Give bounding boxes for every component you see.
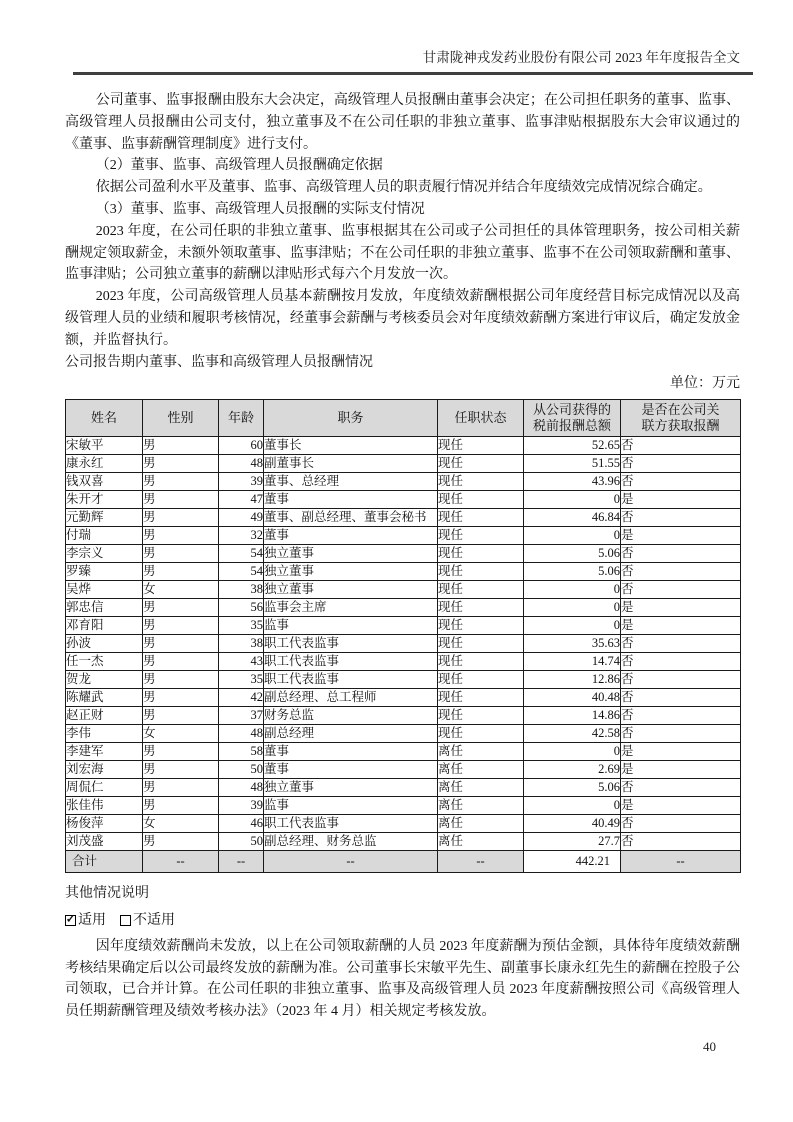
total-related-party: -- bbox=[621, 851, 741, 873]
table-cell: 46 bbox=[219, 815, 264, 833]
table-cell: 邓育阳 bbox=[66, 617, 143, 635]
paragraph-executives-payment: 2023 年度，公司高级管理人员基本薪酬按月发放，年度绩效薪酬根据公司年度经营目标完成情况以及高级管理人员的业绩和履职考核情况，经董事会薪酬与考核委员会对年度绩效薪酬方案进行审议后，确定发放金额，并监督执行。 bbox=[65, 289, 740, 348]
table-cell: 监事 bbox=[264, 797, 438, 815]
table-cell: 35 bbox=[219, 671, 264, 689]
table-cell: 男 bbox=[143, 545, 219, 563]
table-cell: 现任 bbox=[438, 563, 524, 581]
running-header: 甘肃陇神戎发药业股份有限公司 2023 年年度报告全文 bbox=[422, 50, 740, 65]
compensation-table bbox=[65, 399, 741, 873]
table-cell: 监事 bbox=[264, 617, 438, 635]
table-row bbox=[66, 725, 741, 743]
table-cell: 离任 bbox=[438, 761, 524, 779]
table-cell: 是 bbox=[621, 599, 741, 617]
table-body bbox=[66, 437, 741, 851]
table-cell: 离任 bbox=[438, 833, 524, 851]
table-cell: 男 bbox=[143, 761, 219, 779]
table-cell: 刘茂盛 bbox=[66, 833, 143, 851]
table-cell: 43 bbox=[219, 653, 264, 671]
applicable-checkbox-icon: ✓ bbox=[65, 913, 76, 926]
column-header-pretax-remuneration: 从公司获得的 税前报酬总额 bbox=[524, 400, 621, 437]
table-row bbox=[66, 779, 741, 797]
table-cell: 35 bbox=[219, 617, 264, 635]
table-cell: 周侃仁 bbox=[66, 779, 143, 797]
table-cell: 否 bbox=[621, 545, 741, 563]
table-cell: 男 bbox=[143, 707, 219, 725]
table-cell: 张佳伟 bbox=[66, 797, 143, 815]
table-cell: 52.65 bbox=[524, 437, 621, 455]
table-cell: 副总经理 bbox=[264, 725, 438, 743]
table-cell: 男 bbox=[143, 779, 219, 797]
not-applicable-label: 不适用 bbox=[133, 912, 175, 928]
table-cell: 董事、总经理 bbox=[264, 473, 438, 491]
table-cell: 男 bbox=[143, 473, 219, 491]
not-applicable-option bbox=[120, 910, 175, 932]
table-cell: 14.74 bbox=[524, 653, 621, 671]
table-cell: 现任 bbox=[438, 707, 524, 725]
table-cell: 50 bbox=[219, 833, 264, 851]
table-cell: 27.7 bbox=[524, 833, 621, 851]
table-cell: 46.84 bbox=[524, 509, 621, 527]
table-cell: 现任 bbox=[438, 635, 524, 653]
table-cell: 是 bbox=[621, 797, 741, 815]
table-cell: 康永红 bbox=[66, 455, 143, 473]
table-cell: 李伟 bbox=[66, 725, 143, 743]
table-cell: 否 bbox=[621, 689, 741, 707]
table-row bbox=[66, 437, 741, 455]
table-cell: 否 bbox=[621, 671, 741, 689]
table-cell: 董事长 bbox=[264, 437, 438, 455]
table-cell: 0 bbox=[524, 797, 621, 815]
table-cell: 财务总监 bbox=[264, 707, 438, 725]
table-row bbox=[66, 491, 741, 509]
table-cell: 职工代表监事 bbox=[264, 653, 438, 671]
table-cell: 男 bbox=[143, 509, 219, 527]
table-cell: 男 bbox=[143, 527, 219, 545]
table-cell: 男 bbox=[143, 563, 219, 581]
table-cell: 罗臻 bbox=[66, 563, 143, 581]
table-cell: 现任 bbox=[438, 671, 524, 689]
table-cell: 职工代表监事 bbox=[264, 815, 438, 833]
table-cell: 现任 bbox=[438, 725, 524, 743]
other-notes-paragraph: 因年度绩效薪酬尚未发放，以上在公司领取薪酬的人员 2023 年度薪酬为预估金额，具体待年度绩效薪酬考核结果确定后以公司最终发放的薪酬为准。公司董事长宋敏平先生、副董事长康永红先生的薪酬在控股子公司领取，已合并计算。在公司任职的非独立董事、监事及高级管理人员 2023 年度薪酬按照公司《高级管理人员任期薪酬管理及绩效考核办法》（2023 年 4 月）相关规定考核发放。 bbox=[65, 938, 740, 1020]
table-cell: 副董事长 bbox=[264, 455, 438, 473]
table-cell: 48 bbox=[219, 779, 264, 797]
table-cell: 否 bbox=[621, 509, 741, 527]
table-cell: 58 bbox=[219, 743, 264, 761]
table-cell: 现任 bbox=[438, 509, 524, 527]
table-cell: 51.55 bbox=[524, 455, 621, 473]
table-row bbox=[66, 527, 741, 545]
table-cell: 赵正财 bbox=[66, 707, 143, 725]
table-row bbox=[66, 761, 741, 779]
table-cell: 14.86 bbox=[524, 707, 621, 725]
table-cell: 是 bbox=[621, 617, 741, 635]
table-cell: 男 bbox=[143, 671, 219, 689]
table-cell: 48 bbox=[219, 725, 264, 743]
table-footer bbox=[66, 851, 741, 873]
table-cell: 男 bbox=[143, 689, 219, 707]
table-cell: 否 bbox=[621, 815, 741, 833]
unit-label: 单位：万元 bbox=[670, 376, 740, 392]
table-row bbox=[66, 617, 741, 635]
table-cell: 40.48 bbox=[524, 689, 621, 707]
table-cell: 董事 bbox=[264, 491, 438, 509]
table-cell: 男 bbox=[143, 635, 219, 653]
table-cell: 刘宏海 bbox=[66, 761, 143, 779]
column-header-gender: 性别 bbox=[143, 400, 219, 437]
table-cell: 否 bbox=[621, 455, 741, 473]
table-row bbox=[66, 599, 741, 617]
table-cell: 男 bbox=[143, 491, 219, 509]
table-cell: 是 bbox=[621, 527, 741, 545]
table-row bbox=[66, 671, 741, 689]
header-rule bbox=[73, 72, 753, 75]
total-gender: -- bbox=[143, 851, 219, 873]
table-cell: 54 bbox=[219, 545, 264, 563]
table-cell: 47 bbox=[219, 491, 264, 509]
table-cell: 离任 bbox=[438, 815, 524, 833]
table-cell: 男 bbox=[143, 437, 219, 455]
column-header-related-party: 是否在公司关 联方获取报酬 bbox=[621, 400, 741, 437]
table-cell: 独立董事 bbox=[264, 581, 438, 599]
table-cell: 独立董事 bbox=[264, 545, 438, 563]
table-row bbox=[66, 455, 741, 473]
table-cell: 40.49 bbox=[524, 815, 621, 833]
table-cell: 现任 bbox=[438, 581, 524, 599]
table-cell: 否 bbox=[621, 725, 741, 743]
table-cell: 否 bbox=[621, 473, 741, 491]
table-cell: 5.06 bbox=[524, 545, 621, 563]
other-notes-title: 其他情况说明 bbox=[65, 886, 149, 902]
table-cell: 朱开才 bbox=[66, 491, 143, 509]
table-cell: 54 bbox=[219, 563, 264, 581]
table-row bbox=[66, 563, 741, 581]
table-cell: 0 bbox=[524, 743, 621, 761]
table-cell: 离任 bbox=[438, 779, 524, 797]
table-row bbox=[66, 581, 741, 599]
table-cell: 否 bbox=[621, 707, 741, 725]
table-cell: 48 bbox=[219, 455, 264, 473]
table-cell: 49 bbox=[219, 509, 264, 527]
column-header-status: 任职状态 bbox=[438, 400, 524, 437]
table-cell: 现任 bbox=[438, 617, 524, 635]
table-cell: 女 bbox=[143, 581, 219, 599]
table-cell: 37 bbox=[219, 707, 264, 725]
table-header-row bbox=[66, 400, 741, 437]
table-cell: 0 bbox=[524, 599, 621, 617]
table-cell: 0 bbox=[524, 581, 621, 599]
table-cell: 5.06 bbox=[524, 779, 621, 797]
column-header-position: 职务 bbox=[264, 400, 438, 437]
paragraph-remuneration-decision: 公司董事、监事报酬由股东大会决定，高级管理人员报酬由董事会决定；在公司担任职务的董事、监事、高级管理人员报酬由公司支付，独立董事及不在公司任职的非独立董事、监事津贴根据股东大会审议通过的《董事、监事薪酬管理制度》进行支付。 bbox=[65, 93, 740, 152]
table-cell: 李宗义 bbox=[66, 545, 143, 563]
total-age: -- bbox=[219, 851, 264, 873]
table-cell: 吴烨 bbox=[66, 581, 143, 599]
table-cell: 现任 bbox=[438, 527, 524, 545]
table-row bbox=[66, 545, 741, 563]
table-cell: 独立董事 bbox=[264, 779, 438, 797]
table-cell: 女 bbox=[143, 725, 219, 743]
table-row bbox=[66, 635, 741, 653]
table-cell: 现任 bbox=[438, 599, 524, 617]
total-status: -- bbox=[438, 851, 524, 873]
table-cell: 是 bbox=[621, 743, 741, 761]
table-row bbox=[66, 833, 741, 851]
table-cell: 43.96 bbox=[524, 473, 621, 491]
table-cell: 0 bbox=[524, 527, 621, 545]
table-cell: 0 bbox=[524, 617, 621, 635]
paragraph-determination-basis: 依据公司盈利水平及董事、监事、高级管理人员的职责履行情况并结合年度绩效完成情况综合确定。 bbox=[95, 180, 712, 196]
table-row bbox=[66, 689, 741, 707]
table-cell: 李建军 bbox=[66, 743, 143, 761]
column-header-name: 姓名 bbox=[66, 400, 143, 437]
table-row bbox=[66, 653, 741, 671]
applicable-label: 适用 bbox=[78, 912, 106, 928]
table-cell: 现任 bbox=[438, 545, 524, 563]
table-cell: 董事、副总经理、董事会秘书 bbox=[264, 509, 438, 527]
table-cell: 5.06 bbox=[524, 563, 621, 581]
paragraph-directors-payment: 2023 年度，在公司任职的非独立董事、监事根据其在公司或子公司担任的具体管理职务，按公司相关薪酬规定领取薪金，未额外领取董事、监事津贴；不在公司任职的非独立董事、监事不在公司领取薪酬和董事、监事津贴；公司独立董事的薪酬以津贴形式每六个月发放一次。 bbox=[65, 223, 740, 283]
table-cell: 元勤辉 bbox=[66, 509, 143, 527]
table-cell: 56 bbox=[219, 599, 264, 617]
table-cell: 男 bbox=[143, 653, 219, 671]
table-cell: 付瑞 bbox=[66, 527, 143, 545]
table-cell: 职工代表监事 bbox=[264, 635, 438, 653]
table-cell: 12.86 bbox=[524, 671, 621, 689]
table-cell: 职工代表监事 bbox=[264, 671, 438, 689]
table-cell: 独立董事 bbox=[264, 563, 438, 581]
table-cell: 宋敏平 bbox=[66, 437, 143, 455]
table-cell: 贺龙 bbox=[66, 671, 143, 689]
table-cell: 现任 bbox=[438, 437, 524, 455]
total-position: -- bbox=[264, 851, 438, 873]
table-cell: 监事会主席 bbox=[264, 599, 438, 617]
table-cell: 孙波 bbox=[66, 635, 143, 653]
table-cell: 现任 bbox=[438, 455, 524, 473]
table-cell: 董事 bbox=[264, 761, 438, 779]
table-cell: 是 bbox=[621, 491, 741, 509]
table-cell: 39 bbox=[219, 473, 264, 491]
table-cell: 38 bbox=[219, 635, 264, 653]
table-cell: 否 bbox=[621, 779, 741, 797]
total-remuneration: 442.21 bbox=[524, 851, 621, 873]
table-cell: 男 bbox=[143, 617, 219, 635]
table-cell: 否 bbox=[621, 635, 741, 653]
table-cell: 2.69 bbox=[524, 761, 621, 779]
not-applicable-checkbox-icon bbox=[120, 915, 131, 926]
table-cell: 35.63 bbox=[524, 635, 621, 653]
total-row bbox=[66, 851, 741, 873]
table-cell: 32 bbox=[219, 527, 264, 545]
page-number: 40 bbox=[703, 1039, 716, 1054]
table-cell: 否 bbox=[621, 833, 741, 851]
table-cell: 杨俊萍 bbox=[66, 815, 143, 833]
table-cell: 陈耀武 bbox=[66, 689, 143, 707]
table-cell: 42.58 bbox=[524, 725, 621, 743]
table-cell: 男 bbox=[143, 455, 219, 473]
table-cell: 39 bbox=[219, 797, 264, 815]
table-cell: 0 bbox=[524, 491, 621, 509]
table-row bbox=[66, 797, 741, 815]
total-label: 合计 bbox=[66, 851, 143, 873]
column-header-age: 年龄 bbox=[219, 400, 264, 437]
table-cell: 现任 bbox=[438, 653, 524, 671]
applicable-option bbox=[65, 910, 106, 932]
page-content bbox=[65, 90, 740, 1023]
table-cell: 离任 bbox=[438, 743, 524, 761]
heading-actual-payment: （3）董事、监事、高级管理人员报酬的实际支付情况 bbox=[95, 201, 425, 217]
table-row bbox=[66, 707, 741, 725]
table-cell: 否 bbox=[621, 581, 741, 599]
table-cell: 董事 bbox=[264, 527, 438, 545]
table-cell: 42 bbox=[219, 689, 264, 707]
table-cell: 副总经理、总工程师 bbox=[264, 689, 438, 707]
table-cell: 任一杰 bbox=[66, 653, 143, 671]
table-cell: 男 bbox=[143, 797, 219, 815]
table-caption: 公司报告期内董事、监事和高级管理人员报酬情况 bbox=[65, 354, 373, 370]
table-cell: 女 bbox=[143, 815, 219, 833]
table-cell: 离任 bbox=[438, 797, 524, 815]
heading-determination-basis: （2）董事、监事、高级管理人员报酬确定依据 bbox=[95, 158, 383, 174]
table-row bbox=[66, 473, 741, 491]
table-cell: 男 bbox=[143, 743, 219, 761]
table-cell: 副总经理、财务总监 bbox=[264, 833, 438, 851]
table-cell: 郭忠信 bbox=[66, 599, 143, 617]
table-cell: 男 bbox=[143, 599, 219, 617]
table-row bbox=[66, 815, 741, 833]
table-cell: 钱双喜 bbox=[66, 473, 143, 491]
table-cell: 50 bbox=[219, 761, 264, 779]
table-row bbox=[66, 743, 741, 761]
table-cell: 董事 bbox=[264, 743, 438, 761]
table-cell: 否 bbox=[621, 653, 741, 671]
table-cell: 现任 bbox=[438, 473, 524, 491]
table-row bbox=[66, 509, 741, 527]
table-cell: 男 bbox=[143, 833, 219, 851]
table-cell: 否 bbox=[621, 437, 741, 455]
applicability-line bbox=[65, 910, 740, 932]
table-cell: 否 bbox=[621, 563, 741, 581]
table-cell: 现任 bbox=[438, 491, 524, 509]
table-cell: 现任 bbox=[438, 689, 524, 707]
table-cell: 是 bbox=[621, 761, 741, 779]
table-cell: 60 bbox=[219, 437, 264, 455]
table-cell: 38 bbox=[219, 581, 264, 599]
